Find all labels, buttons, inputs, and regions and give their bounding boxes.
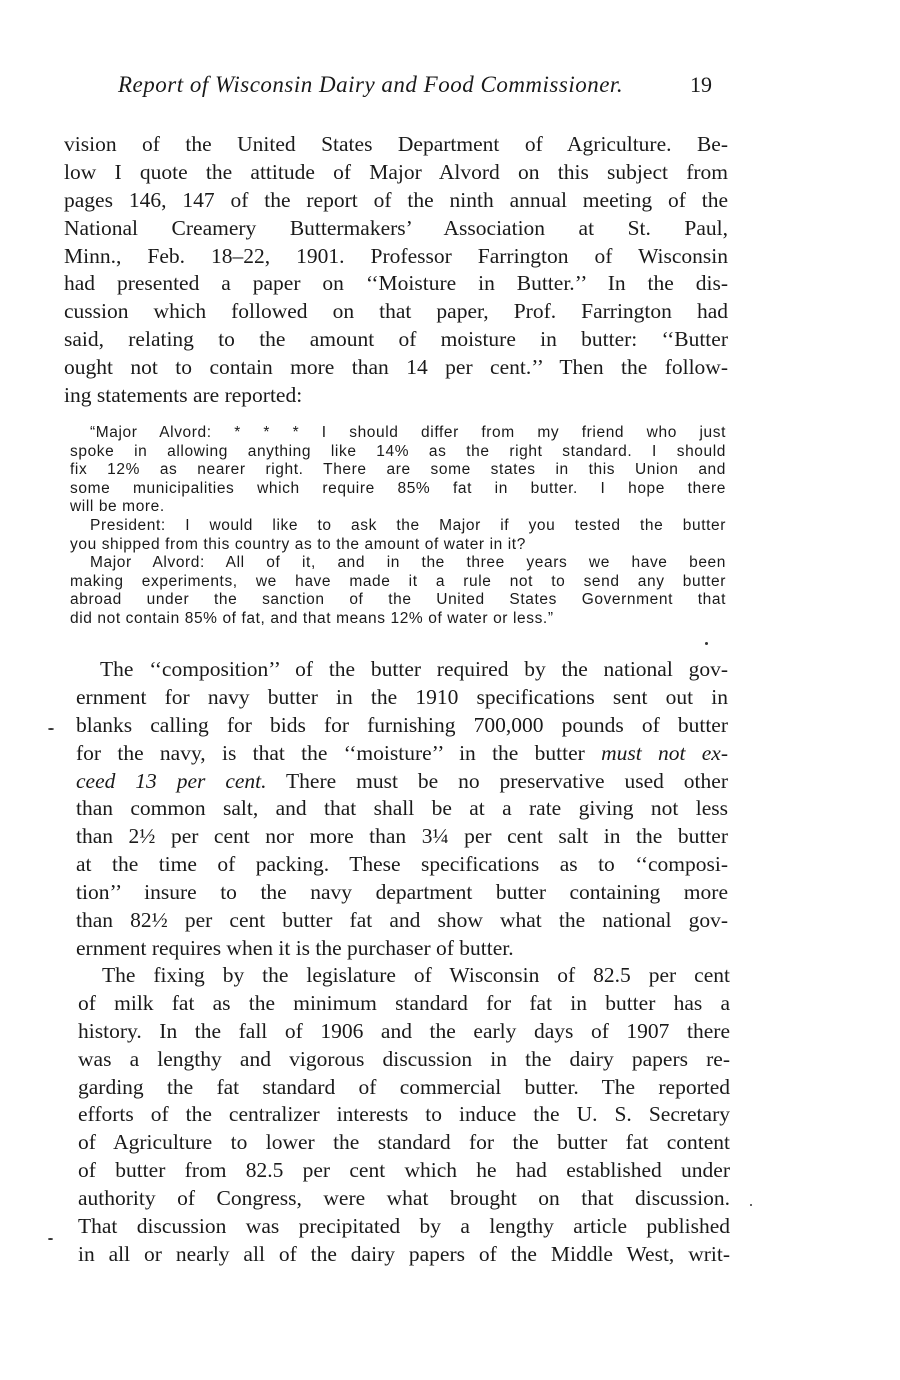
text-line: in all or nearly all of the dairy papers of the Middle West, writ- — [78, 1241, 730, 1266]
scan-speck — [48, 728, 54, 730]
text-line: That discussion was precipitated by a lengthy article published — [78, 1214, 730, 1239]
text-line: than 82½ per cent butter fat and show what the national gov- — [76, 908, 728, 933]
quote-line: abroad under the sanction of the United States Government that — [70, 591, 726, 609]
text-line: had presented a paper on ‘‘Moisture in Butter.’’ In the dis- — [64, 271, 728, 296]
text-line: of butter from 82.5 per cent which he had established under — [78, 1158, 730, 1183]
text-line: ought not to contain more than 14 per cent.’’ Then the follow- — [64, 355, 728, 380]
text-line: at the time of packing. These specifications as to ‘‘composi- — [76, 852, 728, 877]
text-line: ernment requires when it is the purchaser of butter. — [76, 935, 514, 960]
quote-line: did not contain 85% of fat, and that means 12% of water or less.” — [70, 609, 554, 627]
text-line: than common salt, and that shall be at a rate giving not less — [76, 796, 728, 821]
text-line: authority of Congress, were what brought on that discussion. — [78, 1186, 730, 1211]
quote-line: you shipped from this country as to the amount of water in it? — [70, 535, 526, 553]
scan-speck — [705, 642, 708, 645]
text-line: vision of the United States Department of Agriculture. Be- — [64, 132, 728, 156]
text-line: ing statements are reported: — [64, 383, 303, 408]
quote-line: some municipalities which require 85% fat in butter. I hope there — [70, 479, 726, 497]
paragraph-1 — [64, 131, 728, 410]
text-line: ernment for navy butter in the 1910 specifications sent out in — [76, 684, 728, 709]
scan-speck — [750, 1204, 752, 1206]
text-line: low I quote the attitude of Major Alvord on this subject from — [64, 159, 728, 184]
quote-line: fix 12% as nearer right. There are some states in this Union and — [70, 461, 726, 479]
paragraph-3 — [78, 962, 730, 1269]
scan-speck — [48, 1238, 53, 1240]
text-line: said, relating to the amount of moisture in butter: ‘‘Butter — [64, 327, 728, 352]
page-number: 19 — [690, 72, 712, 97]
text-line: The fixing by the legislature of Wisconsin of 82.5 per cent — [102, 963, 730, 987]
quote-line: President: I would like to ask the Major if you tested the butter — [90, 516, 726, 534]
text-line: blanks calling for bids for furnishing 700,000 pounds of butter — [76, 712, 728, 737]
quote-line: spoke in allowing anything like 14% as the right standard. I should — [70, 442, 726, 460]
text-line — [76, 768, 728, 796]
text-line: National Creamery Buttermakers’ Association at St. Paul, — [64, 215, 728, 240]
text-line: efforts of the centralizer interests to induce the U. S. Secretary — [78, 1102, 730, 1127]
text-line: history. In the fall of 1906 and the early days of 1907 there — [78, 1018, 730, 1043]
text-segment: for the navy, is that the ‘‘moisture’’ in the butter — [76, 740, 602, 765]
text-line: cussion which followed on that paper, Prof. Farrington had — [64, 299, 728, 324]
paragraph-2 — [76, 656, 728, 963]
quote-line: “Major Alvord: * * * I should differ from my friend who just — [90, 424, 726, 441]
text-line: tion’’ insure to the navy department butter containing more — [76, 880, 728, 905]
text-line: The ‘‘composition’’ of the butter required by the national gov- — [100, 657, 728, 681]
quote-line: will be more. — [70, 498, 165, 516]
block-quote — [70, 424, 726, 629]
text-line: of milk fat as the minimum standard for fat in butter has a — [78, 990, 730, 1015]
text-line — [76, 740, 728, 768]
text-line: pages 146, 147 of the report of the ninth annual meeting of the — [64, 187, 728, 212]
italic-segment: must not ex- — [601, 740, 728, 765]
text-line: of Agriculture to lower the standard for the butter fat content — [78, 1130, 730, 1155]
text-segment: There must be no preservative used other — [266, 768, 728, 793]
text-line: than 2½ per cent nor more than 3¼ per cent salt in the butter — [76, 824, 728, 849]
running-title: Report of Wisconsin Dairy and Food Commissioner. — [118, 72, 624, 97]
text-line: Minn., Feb. 18–22, 1901. Professor Farrington of Wisconsin — [64, 243, 728, 268]
text-line: was a lengthy and vigorous discussion in the dairy papers re- — [78, 1046, 730, 1071]
text-line: garding the fat standard of commercial butter. The reported — [78, 1074, 730, 1099]
quote-line: making experiments, we have made it a rule not to send any butter — [70, 572, 726, 590]
italic-segment: ceed 13 per cent. — [76, 768, 267, 793]
quote-line: Major Alvord: All of it, and in the three years we have been — [90, 554, 726, 572]
